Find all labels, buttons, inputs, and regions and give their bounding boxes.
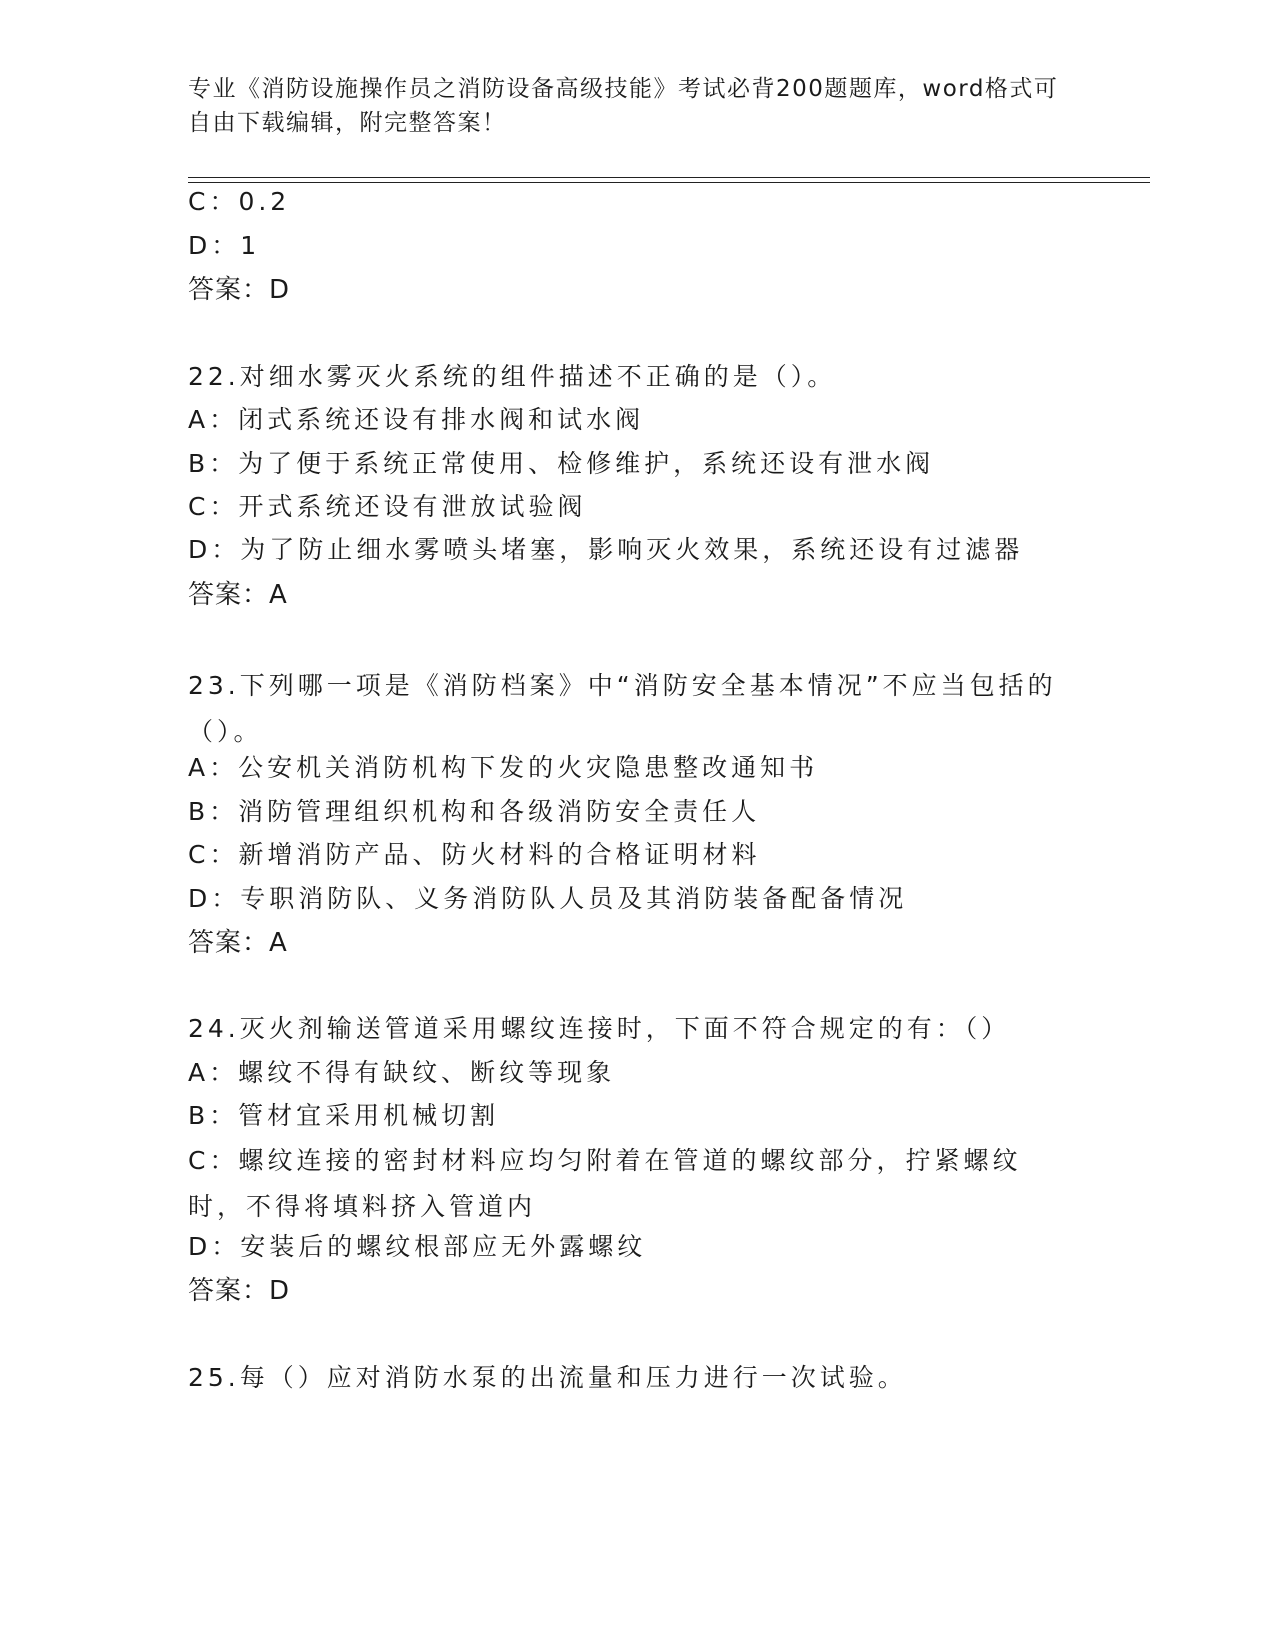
question-22-option-a: A：闭式系统还设有排水阀和试水阀 xyxy=(188,405,645,434)
question-25-stem: 25.每（）应对消防水泵的出流量和压力进行一次试验。 xyxy=(188,1363,907,1392)
question-22-option-d: D：为了防止细水雾喷头堵塞，影响灭火效果，系统还设有过滤器 xyxy=(188,535,1024,564)
header-divider-top xyxy=(188,177,1150,178)
question-23-option-c: C：新增消防产品、防火材料的合格证明材料 xyxy=(188,840,761,869)
question-24-option-b: B：管材宜采用机械切割 xyxy=(188,1101,500,1130)
question-23-stem: 23.下列哪一项是《消防档案》中“消防安全基本情况”不应当包括的（）。 xyxy=(188,671,1057,746)
document-header-title: 专业《消防设施操作员之消防设备高级技能》考试必背200题题库，word格式可自由下载编辑，附完整答案！ xyxy=(188,76,1059,136)
prev-question-option-d: D：1 xyxy=(188,231,261,260)
question-23-answer: 答案：A xyxy=(188,928,288,958)
question-24-option-a: A：螺纹不得有缺纹、断纹等现象 xyxy=(188,1058,616,1087)
question-23-option-b: B：消防管理组织机构和各级消防安全责任人 xyxy=(188,797,761,826)
prev-question-option-c: C：0.2 xyxy=(188,187,291,216)
question-24-stem: 24.灭火剂输送管道采用螺纹连接时，下面不符合规定的有：（） xyxy=(188,1014,1011,1043)
question-22-stem: 22.对细水雾灭火系统的组件描述不正确的是（）。 xyxy=(188,362,837,391)
question-22-option-b: B：为了便于系统正常使用、检修维护，系统还设有泄水阀 xyxy=(188,449,935,478)
question-24-option-c: C：螺纹连接的密封材料应均匀附着在管道的螺纹部分，拧紧螺纹时，不得将填料挤入管道内 xyxy=(188,1146,1022,1221)
question-23-option-d: D：专职消防队、义务消防队人员及其消防装备配备情况 xyxy=(188,884,908,913)
question-24-answer: 答案：D xyxy=(188,1276,291,1306)
question-22-option-c: C：开式系统还设有泄放试验阀 xyxy=(188,492,587,521)
question-24-option-d: D：安装后的螺纹根部应无外露螺纹 xyxy=(188,1232,647,1261)
question-22-answer: 答案：A xyxy=(188,580,288,610)
header-divider-bottom xyxy=(188,182,1150,183)
question-23-option-a: A：公安机关消防机构下发的火灾隐患整改通知书 xyxy=(188,753,819,782)
prev-question-answer: 答案：D xyxy=(188,275,291,305)
